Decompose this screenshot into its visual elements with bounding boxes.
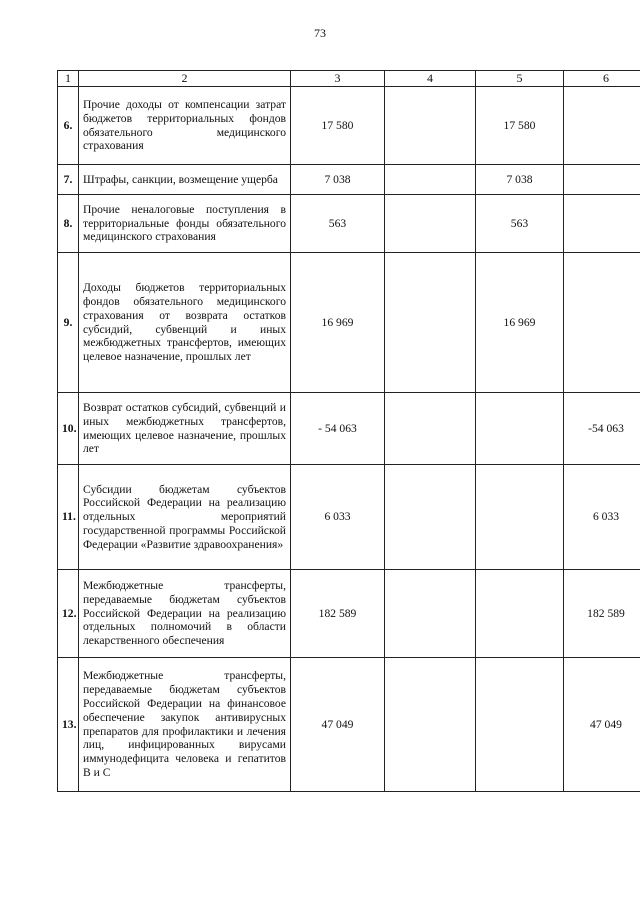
cell-col3: 17 580 xyxy=(291,87,385,165)
cell-col6: 182 589 xyxy=(564,570,640,658)
column-header: 5 xyxy=(476,71,564,87)
table-header-row xyxy=(58,71,640,87)
table-row xyxy=(58,253,640,393)
table-row xyxy=(58,87,640,165)
cell-col4 xyxy=(385,87,476,165)
row-number: 8. xyxy=(58,195,79,253)
table-row xyxy=(58,393,640,465)
row-description: Субсидии бюджетам субъектов Российской Федерации на реализацию отдельных мероприятий государственной программы Российской Федерации «Развитие здравоохранения» xyxy=(79,465,291,570)
cell-col6 xyxy=(564,195,640,253)
row-description: Доходы бюджетов территориальных фондов обязательного медицинского страхования от возврата остатков субсидий, субвенций и иных межбюджетных трансфертов, имеющих целевое назначение, прошлых лет xyxy=(79,253,291,393)
page-number: 73 xyxy=(314,26,326,40)
cell-col3: 182 589 xyxy=(291,570,385,658)
table-row xyxy=(58,465,640,570)
row-description: Прочие доходы от компенсации затрат бюджетов территориальных фондов обязательного медицинского страхования xyxy=(79,87,291,165)
cell-col4 xyxy=(385,253,476,393)
column-header: 4 xyxy=(385,71,476,87)
cell-col3: - 54 063 xyxy=(291,393,385,465)
column-header: 2 xyxy=(79,71,291,87)
row-description: Штрафы, санкции, возмещение ущерба xyxy=(79,165,291,195)
cell-col6 xyxy=(564,165,640,195)
table-row xyxy=(58,570,640,658)
cell-col4 xyxy=(385,393,476,465)
cell-col5: 16 969 xyxy=(476,253,564,393)
cell-col6: 47 049 xyxy=(564,658,640,792)
cell-col4 xyxy=(385,465,476,570)
cell-col5 xyxy=(476,393,564,465)
column-header: 6 xyxy=(564,71,640,87)
cell-col5 xyxy=(476,570,564,658)
row-number: 9. xyxy=(58,253,79,393)
budget-table xyxy=(57,70,640,792)
cell-col5 xyxy=(476,658,564,792)
row-number: 10. xyxy=(58,393,79,465)
cell-col5: 7 038 xyxy=(476,165,564,195)
cell-col4 xyxy=(385,165,476,195)
cell-col6: 6 033 xyxy=(564,465,640,570)
column-header: 3 xyxy=(291,71,385,87)
cell-col4 xyxy=(385,658,476,792)
cell-col5: 563 xyxy=(476,195,564,253)
row-number: 11. xyxy=(58,465,79,570)
table-row xyxy=(58,658,640,792)
column-header: 1 xyxy=(58,71,79,87)
row-number: 6. xyxy=(58,87,79,165)
row-description: Межбюджетные трансферты, передаваемые бюджетам субъектов Российской Федерации на финансовое обеспечение закупок антивирусных препаратов для профилактики и лечения лиц, инфицированных вирусами иммунодефицита человека и гепатитов B и C xyxy=(79,658,291,792)
row-description: Прочие неналоговые поступления в территориальные фонды обязательного медицинского страхования xyxy=(79,195,291,253)
cell-col3: 7 038 xyxy=(291,165,385,195)
cell-col4 xyxy=(385,570,476,658)
table-row xyxy=(58,195,640,253)
cell-col4 xyxy=(385,195,476,253)
row-number: 7. xyxy=(58,165,79,195)
cell-col6 xyxy=(564,87,640,165)
row-description: Межбюджетные трансферты, передаваемые бюджетам субъектов Российской Федерации на реализацию отдельных полномочий в области лекарственного обеспечения xyxy=(79,570,291,658)
cell-col3: 563 xyxy=(291,195,385,253)
cell-col3: 16 969 xyxy=(291,253,385,393)
cell-col5: 17 580 xyxy=(476,87,564,165)
row-description: Возврат остатков субсидий, субвенций и иных межбюджетных трансфертов, имеющих целевое назначение, прошлых лет xyxy=(79,393,291,465)
row-number: 13. xyxy=(58,658,79,792)
row-number: 12. xyxy=(58,570,79,658)
cell-col3: 47 049 xyxy=(291,658,385,792)
table-row xyxy=(58,165,640,195)
cell-col6: -54 063 xyxy=(564,393,640,465)
cell-col6 xyxy=(564,253,640,393)
cell-col5 xyxy=(476,465,564,570)
cell-col3: 6 033 xyxy=(291,465,385,570)
